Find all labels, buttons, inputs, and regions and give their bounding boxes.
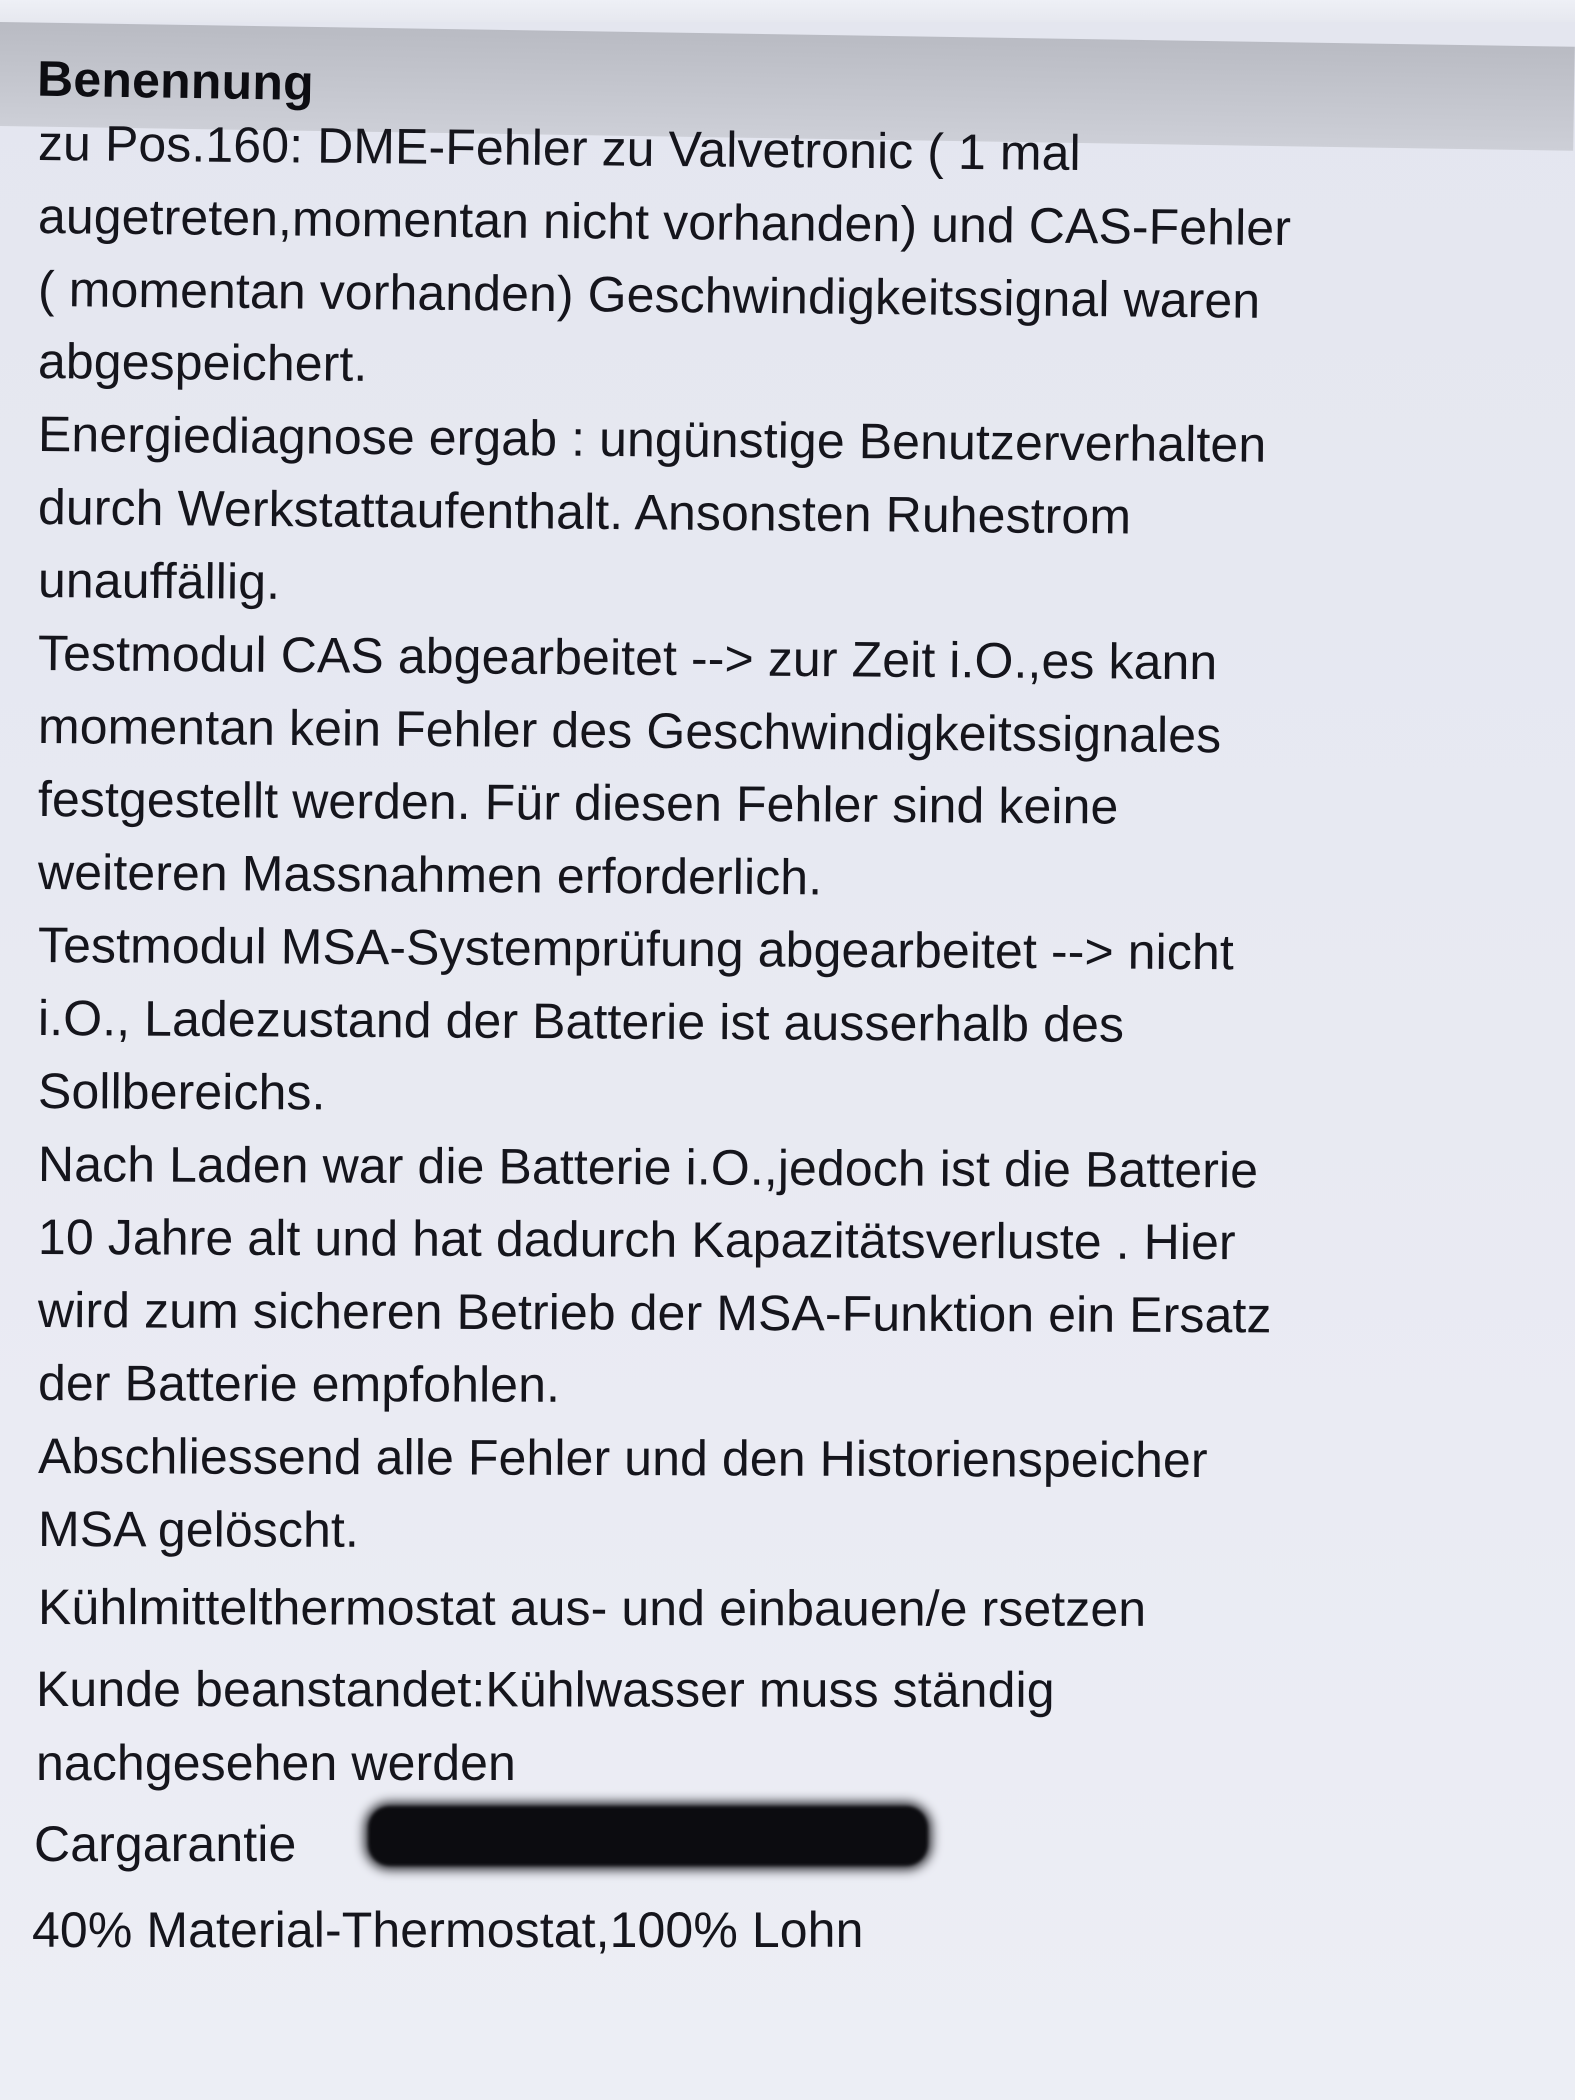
- text-line: Kühlmittelthermostat aus- und einbauen/e rsetzen: [37, 1579, 1147, 1637]
- text-line: der Batterie empfohlen.: [37, 1355, 561, 1413]
- text-line: nachgesehen werden: [36, 1735, 516, 1791]
- text-line: augetreten,momentan nicht vorhanden) und CAS-Fehler: [37, 188, 1292, 257]
- text-line: i.O., Ladezustand der Batterie ist ausserhalb des: [37, 990, 1125, 1053]
- text-line: abgespeichert.: [37, 333, 368, 392]
- text-line: weiteren Massnahmen erforderlich.: [37, 844, 823, 906]
- text-line: Energiediagnose ergab : ungünstige Benutzerverhalten: [37, 406, 1267, 473]
- text-line: 40% Material-Thermostat,100% Lohn: [32, 1902, 864, 1958]
- column-header-benennung: Benennung: [36, 50, 315, 111]
- text-line: Kunde beanstandet:Kühlwasser muss ständig: [35, 1661, 1055, 1718]
- text-line: zu Pos.160: DME-Fehler zu Valvetronic ( 1 mal: [37, 115, 1082, 182]
- text-line: Testmodul CAS abgearbeitet --> zur Zeit i.O.,es kann: [37, 625, 1218, 691]
- text-line: durch Werkstattaufenthalt. Ansonsten Ruhestrom: [37, 479, 1132, 545]
- text-line: Sollbereichs.: [37, 1063, 326, 1121]
- text-line: MSA gelöscht.: [37, 1501, 359, 1558]
- text-line: unauffällig.: [37, 552, 281, 610]
- redaction-bar: [368, 1806, 928, 1866]
- cargarantie-label: Cargarantie: [34, 1816, 297, 1872]
- text-line: Abschliessend alle Fehler und den Historienspeicher: [37, 1428, 1208, 1489]
- text-line: wird zum sicheren Betrieb der MSA-Funktion ein Ersatz: [37, 1282, 1272, 1344]
- text-line: ( momentan vorhanden) Geschwindigkeitssignal waren: [37, 261, 1261, 329]
- text-line: 10 Jahre alt und hat dadurch Kapazitätsverluste . Hier: [37, 1209, 1236, 1271]
- text-line: Nach Laden war die Batterie i.O.,jedoch ist die Batterie: [37, 1136, 1259, 1199]
- text-line: festgestellt werden. Für diesen Fehler sind keine: [37, 771, 1119, 835]
- text-line: momentan kein Fehler des Geschwindigkeitssignales: [37, 698, 1222, 764]
- text-line: Testmodul MSA-Systemprüfung abgearbeitet --> nicht: [37, 917, 1235, 981]
